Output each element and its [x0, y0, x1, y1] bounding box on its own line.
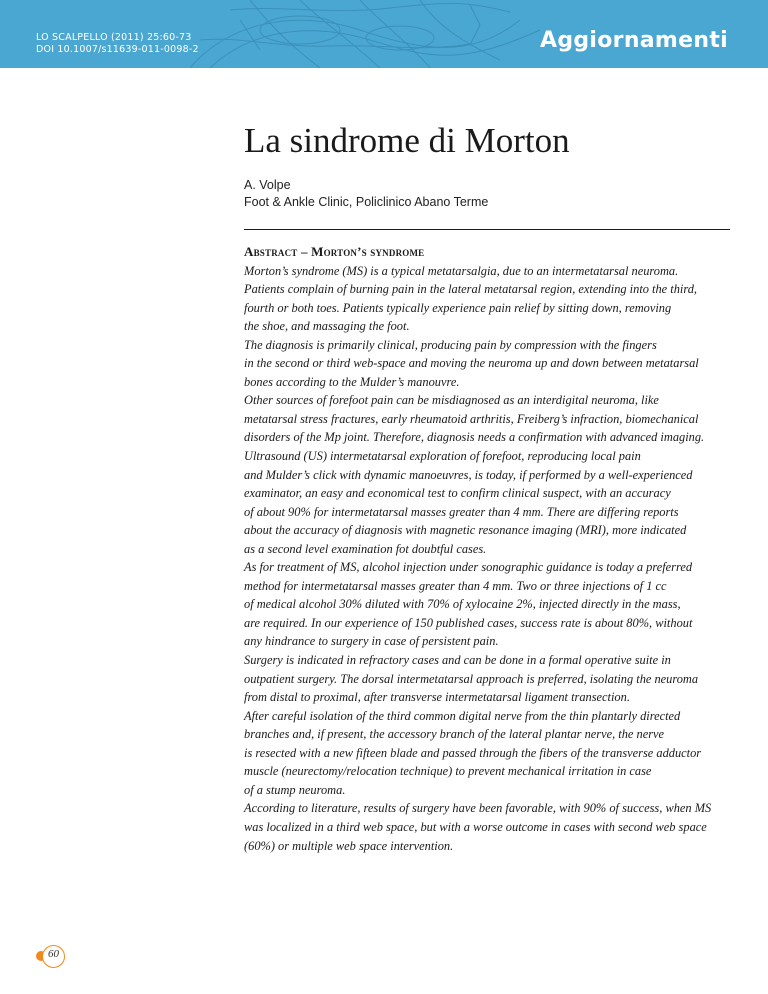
abstract-line: (60%) or multiple web space intervention.: [244, 838, 454, 853]
page-number: 60: [48, 948, 59, 960]
abstract-line: Ultrasound (US) intermetatarsal exploration of forefoot, reproducing local pain: [244, 449, 641, 464]
author-block: [244, 177, 488, 211]
abstract-heading: Abstract – Morton’s syndrome: [244, 244, 425, 259]
abstract-line: method for intermetatarsal masses greater than 4 mm. Two or three injections of 1 cc: [244, 578, 667, 593]
article-title: La sindrome di Morton: [244, 121, 570, 160]
author-name: A. Volpe: [244, 178, 291, 192]
abstract-line: metatarsal stress fractures, early rheumatoid arthritis, Freiberg’s infraction, biomechanical: [244, 411, 699, 426]
journal-line: LO SCALPELLO (2011) 25:60-73: [36, 32, 192, 43]
abstract-line: As for treatment of MS, alcohol injection under sonographic guidance is today a preferred: [244, 560, 693, 575]
abstract-line: of about 90% for intermetatarsal masses greater than 4 mm. There are differing reports: [244, 504, 679, 519]
section-label: Aggiornamenti: [540, 28, 728, 53]
abstract-line: about the accuracy of diagnosis with magnetic resonance imaging (MRI), more indicated: [244, 523, 687, 538]
abstract-line: Patients complain of burning pain in the lateral metatarsal region, extending into the third,: [244, 282, 698, 297]
abstract-line: The diagnosis is primarily clinical, producing pain by compression with the fingers: [244, 337, 657, 352]
abstract-line: as a second level examination fot doubtful cases.: [244, 541, 487, 556]
journal-citation: [36, 32, 199, 56]
abstract-line: are required. In our experience of 150 published cases, success rate is about 80%, without: [244, 615, 693, 630]
abstract-line: from distal to proximal, after transverse intermetatarsal ligament transection.: [244, 690, 630, 705]
abstract-line: of medical alcohol 30% diluted with 70% of xylocaine 2%, injected directly in the mass,: [244, 597, 681, 612]
abstract-line: outpatient surgery. The dorsal intermetatarsal approach is preferred, isolating the neuroma: [244, 671, 699, 686]
abstract-line: and Mulder’s click with dynamic manoeuvres, is today, if performed by a well-experienced: [244, 467, 693, 482]
abstract-line: examinator, an easy and economical test to confirm clinical suspect, with an accuracy: [244, 486, 671, 501]
abstract-line: Morton’s syndrome (MS) is a typical metatarsalgia, due to an intermetatarsal neuroma.: [244, 263, 679, 278]
abstract-line: According to literature, results of surgery have been favorable, with 90% of success, when MS: [244, 801, 712, 816]
doi-line: DOI 10.1007/s11639-011-0098-2: [36, 44, 199, 55]
abstract-line: fourth or both toes. Patients typically experience pain relief by sitting down, removing: [244, 300, 672, 315]
abstract-line: Surgery is indicated in refractory cases and can be done in a formal operative suite in: [244, 653, 671, 668]
abstract-body: [244, 262, 734, 856]
abstract-line: of a stump neuroma.: [244, 782, 346, 797]
abstract-line: branches and, if present, the accessory branch of the lateral plantar nerve, the nerve: [244, 727, 665, 742]
abstract-line: bones according to the Mulder’s manouvre.: [244, 374, 460, 389]
abstract-line: in the second or third web-space and moving the neuroma up and down between metatarsal: [244, 356, 699, 371]
abstract-line: is resected with a new fifteen blade and passed through the fibers of the transverse adductor: [244, 745, 702, 760]
abstract-line: After careful isolation of the third common digital nerve from the thin plantarly directed: [244, 708, 681, 723]
abstract-line: the shoe, and massaging the foot.: [244, 319, 410, 334]
abstract-line: any hindrance to surgery in case of persistent pain.: [244, 634, 499, 649]
title-divider: [244, 229, 730, 230]
author-affiliation: Foot & Ankle Clinic, Policlinico Abano Terme: [244, 195, 489, 209]
header-band: [0, 0, 768, 68]
page-number-badge: [36, 944, 66, 972]
abstract-line: muscle (neurectomy/relocation technique) to prevent mechanical irritation in case: [244, 764, 652, 779]
abstract: [244, 243, 734, 855]
abstract-line: Other sources of forefoot pain can be misdiagnosed as an interdigital neuroma, like: [244, 393, 659, 408]
abstract-line: was localized in a third web space, but with a worse outcome in cases with second web space: [244, 819, 707, 834]
abstract-line: disorders of the Mp joint. Therefore, diagnosis needs a confirmation with advanced imaging.: [244, 430, 705, 445]
